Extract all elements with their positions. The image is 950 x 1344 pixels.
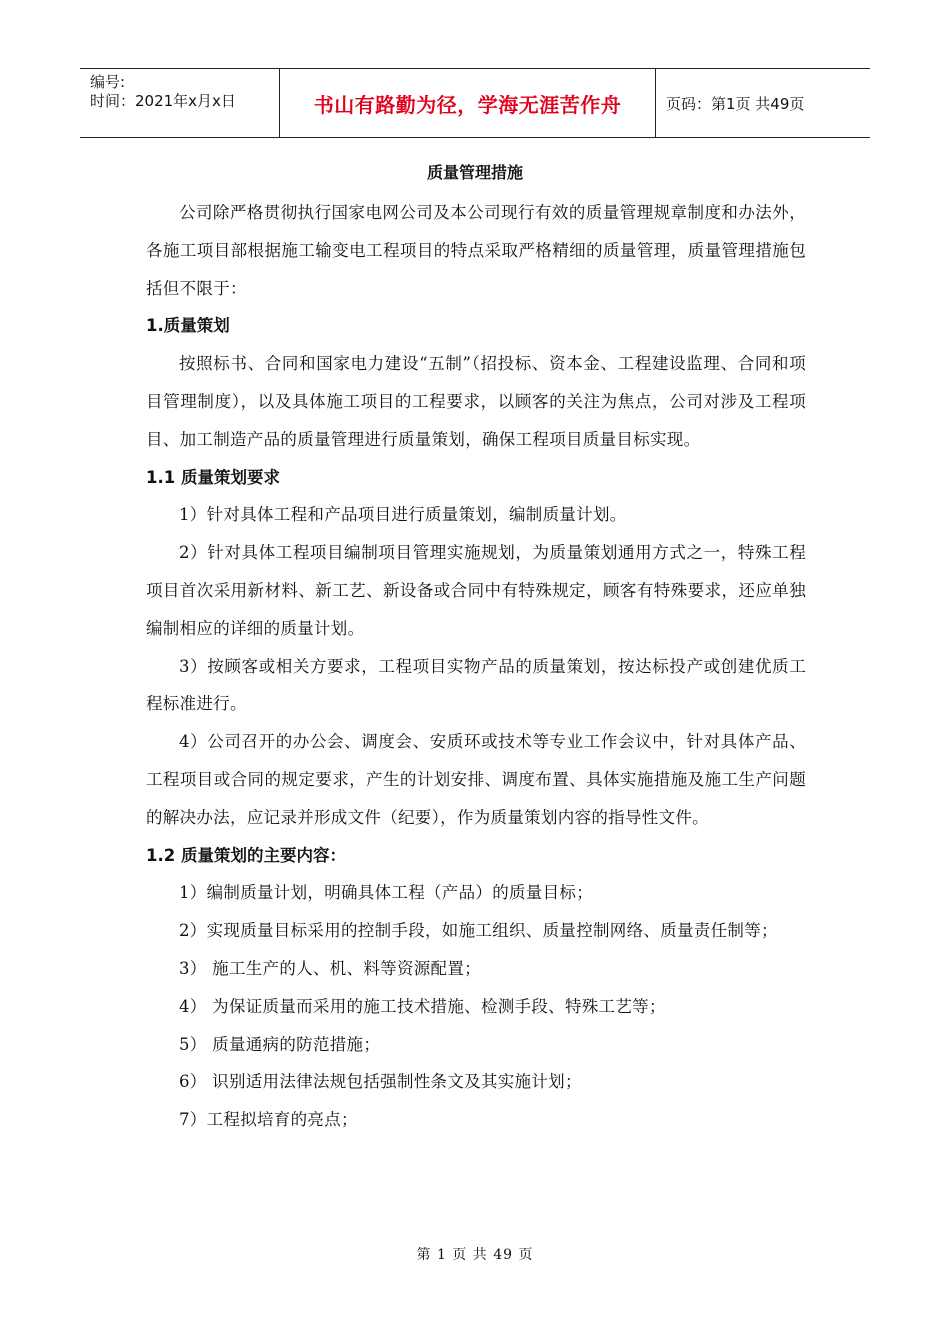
page-header	[80, 68, 870, 138]
header-motto	[280, 69, 656, 137]
document-title: 质量管理措施	[426, 163, 523, 182]
section-heading: 1.质量策划	[146, 316, 230, 336]
header-page-info	[656, 69, 870, 137]
body-paragraph: 公司除严格贯彻执行国家电网公司及本公司现行有效的质量管理规章制度和办法外，各施工项目部根据施工输变电工程项目的特点采取严格精细的质量管理，质量管理措施包括但不限于：	[146, 203, 806, 298]
section-heading: 1.1 质量策划要求	[146, 467, 280, 487]
document-body	[146, 194, 806, 1139]
body-paragraph: 4） 为保证质量而采用的施工技术措施、检测手段、特殊工艺等；	[179, 996, 666, 1016]
page-footer: 第 1 页 共 49 页	[416, 1247, 534, 1263]
body-paragraph: 5） 质量通病的防范措施；	[179, 1034, 381, 1054]
body-paragraph: 2）针对具体工程项目编制项目管理实施规划，为质量策划通用方式之一，特殊工程项目首次采用新材料、新工艺、新设备或合同中有特殊规定，顾客有特殊要求，还应单独编制相应的详细的质量计划。	[146, 543, 806, 638]
body-paragraph: 3）按顾客或相关方要求，工程项目实物产品的质量策划，按达标投产或创建优质工程标准进行。	[146, 656, 806, 714]
body-paragraph: 7）工程拟培育的亮点；	[179, 1110, 358, 1130]
page-number-label: 页码：第1页 共49页	[666, 94, 805, 113]
body-paragraph: 1）编制质量计划，明确具体工程（产品）的质量目标；	[179, 883, 593, 903]
doc-number-label: 编号:	[90, 73, 126, 91]
body-paragraph: 4）公司召开的办公会、调度会、安质环或技术等专业工作会议中，针对具体产品、工程项目或合同的规定要求，产生的计划安排、调度布置、具体实施措施及施工生产问题的解决办法，应记录并形成文件（纪要），作为质量策划内容的指导性文件。	[146, 732, 806, 827]
body-paragraph: 6） 识别适用法律法规包括强制性条文及其实施计划；	[179, 1072, 582, 1092]
header-meta	[80, 69, 280, 137]
body-paragraph: 3） 施工生产的人、机、料等资源配置；	[179, 958, 481, 978]
doc-date: 时间：2021年x月x日	[90, 92, 236, 110]
body-paragraph: 按照标书、合同和国家电力建设“五制”（招投标、资本金、工程建设监理、合同和项目管理制度），以及具体施工项目的工程要求，以顾客的关注为焦点，公司对涉及工程项目、加工制造产品的质量管理进行质量策划，确保工程项目质量目标实现。	[146, 354, 806, 449]
section-heading: 1.2 质量策划的主要内容：	[146, 845, 346, 865]
body-paragraph: 1）针对具体工程和产品项目进行质量策划，编制质量计划。	[179, 505, 627, 525]
body-paragraph: 2）实现质量目标采用的控制手段，如施工组织、质量控制网络、质量责任制等；	[179, 921, 778, 941]
motto-text: 书山有路勤为径，学海无涯苦作舟	[313, 92, 622, 117]
